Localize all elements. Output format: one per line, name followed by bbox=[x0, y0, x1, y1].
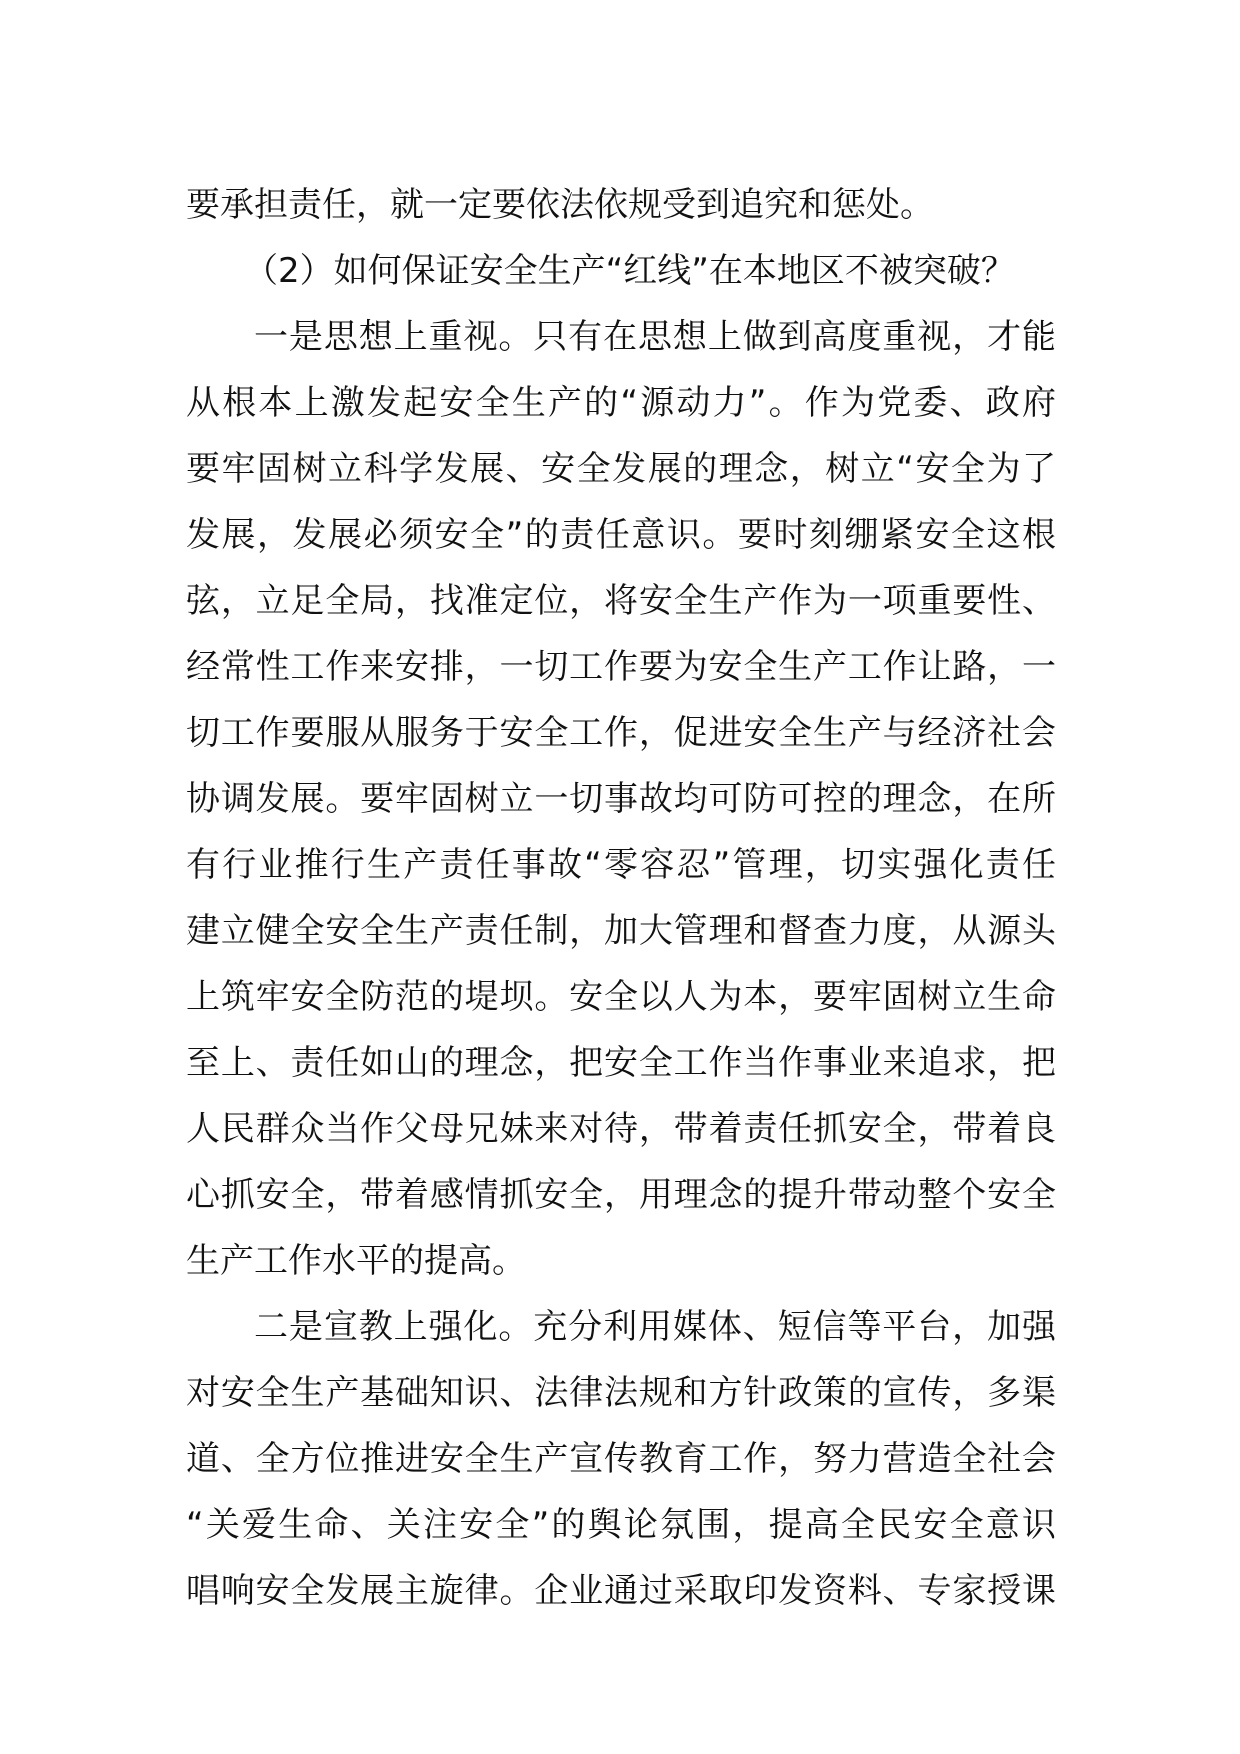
text-line: 发展，发展必须安全”的责任意识。要时刻绷紧安全这根 bbox=[186, 515, 1056, 555]
body-text bbox=[186, 172, 1056, 1624]
text-line: 经常性工作来安排，一切工作要为安全生产工作让路，一 bbox=[186, 647, 1056, 687]
text-line: 上筑牢安全防范的堤坝。安全以人为本，要牢固树立生命 bbox=[186, 977, 1056, 1017]
paragraph-first-line: 一是思想上重视。只有在思想上做到高度重视，才能 bbox=[254, 317, 1056, 357]
text-line: 要牢固树立科学发展、安全发展的理念，树立“安全为了 bbox=[186, 449, 1056, 489]
text-line: 切工作要服从服务于安全工作，促进安全生产与经济社会 bbox=[186, 713, 1056, 753]
text-line: “关爱生命、关注安全”的舆论氛围，提高全民安全意识 bbox=[186, 1505, 1056, 1545]
text-line: 人民群众当作父母兄妹来对待，带着责任抓安全，带着良 bbox=[186, 1109, 1056, 1149]
paragraph-last-line: 生产工作水平的提高。 bbox=[186, 1241, 526, 1281]
text-line: 有行业推行生产责任事故“零容忍”管理，切实强化责任 bbox=[186, 845, 1056, 885]
text-line: 唱响安全发展主旋律。企业通过采取印发资料、专家授课 bbox=[186, 1571, 1056, 1611]
text-line: 心抓安全，带着感情抓安全，用理念的提升带动整个安全 bbox=[186, 1175, 1056, 1215]
text-line: 协调发展。要牢固树立一切事故均可防可控的理念，在所 bbox=[186, 779, 1056, 819]
text-line: 从根本上激发起安全生产的“源动力”。作为党委、政府 bbox=[186, 383, 1056, 423]
text-line: 要承担责任，就一定要依法依规受到追究和惩处。 bbox=[186, 185, 934, 225]
question-heading: （2）如何保证安全生产“红线”在本地区不被突破？ bbox=[244, 251, 1015, 291]
text-line: 对安全生产基础知识、法律法规和方针政策的宣传，多渠 bbox=[186, 1373, 1056, 1413]
text-line: 至上、责任如山的理念，把安全工作当作事业来追求，把 bbox=[186, 1043, 1056, 1083]
text-line: 建立健全安全生产责任制，加大管理和督查力度，从源头 bbox=[186, 911, 1056, 951]
text-line: 道、全方位推进安全生产宣传教育工作，努力营造全社会 bbox=[186, 1439, 1056, 1479]
text-line: 弦，立足全局，找准定位，将安全生产作为一项重要性、 bbox=[186, 581, 1056, 621]
paragraph-first-line: 二是宣教上强化。充分利用媒体、短信等平台，加强 bbox=[254, 1307, 1056, 1347]
